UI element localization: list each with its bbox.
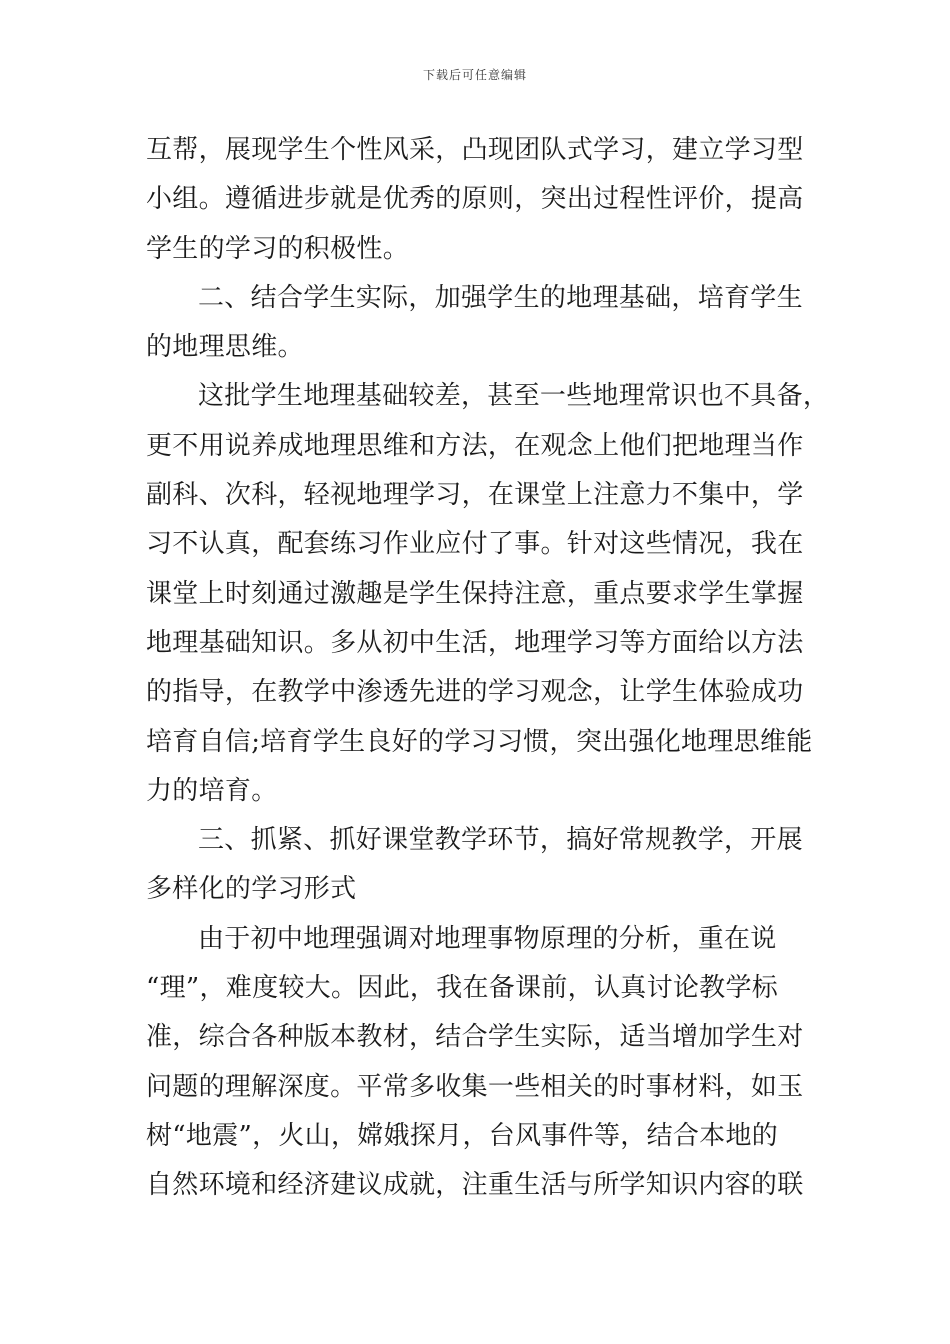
text-line: 副科、次科，轻视地理学习，在课堂上注意力不集中，学	[146, 480, 804, 511]
text-line: 互帮，展现学生个性风采，凸现团队式学习，建立学习型	[146, 135, 804, 165]
section-heading-line: 三、抓紧、抓好课堂教学环节，搞好常规教学，开展	[198, 825, 803, 856]
section-heading-line: 的地理思维。	[146, 332, 304, 363]
text-line: 的指导，在教学中渗透先进的学习观念，让学生体验成功	[146, 677, 804, 708]
section-heading-line: 二、结合学生实际，加强学生的地理基础，培育学生	[198, 282, 803, 313]
text-line: “理”，难度较大。因此，我在备课前，认真讨论教学标	[146, 973, 779, 1004]
text-line: 力的培育。	[146, 775, 278, 806]
text-line: 小组。遵循进步就是优秀的原则，突出过程性评价，提高	[146, 184, 804, 215]
text-line: 由于初中地理强调对地理事物原理的分析，重在说	[198, 923, 777, 954]
document-body	[146, 126, 830, 1211]
text-line: 自然环境和经济建议成就，注重生活与所学知识内容的联	[146, 1170, 804, 1201]
text-line: 课堂上时刻通过激趣是学生保持注意，重点要求学生掌握	[146, 578, 804, 609]
text-line: 地理基础知识。多从初中生活，地理学习等方面给以方法	[146, 627, 804, 658]
text-line: 这批学生地理基础较差，甚至一些地理常识也不具备，	[198, 381, 830, 412]
section-heading-line: 多样化的学习形式	[146, 874, 357, 905]
text-line: 更不用说养成地理思维和方法，在观念上他们把地理当作	[146, 430, 804, 461]
text-line: 准，综合各种版本教材，结合学生实际，适当增加学生对	[146, 1022, 804, 1053]
text-line: 习不认真，配套练习作业应付了事。针对这些情况，我在	[146, 529, 804, 560]
text-line: 问题的理解深度。平常多收集一些相关的时事材料，如玉	[146, 1071, 804, 1102]
text-line: 树“地震”，火山，嫦娥探月，台风事件等，结合本地的	[146, 1120, 779, 1151]
text-line: 培育自信;培育学生良好的学习习惯，突出强化地理思维能	[146, 726, 813, 757]
page-header: 下载后可任意编辑	[422, 68, 527, 82]
text-line: 学生的学习的积极性。	[146, 233, 410, 264]
